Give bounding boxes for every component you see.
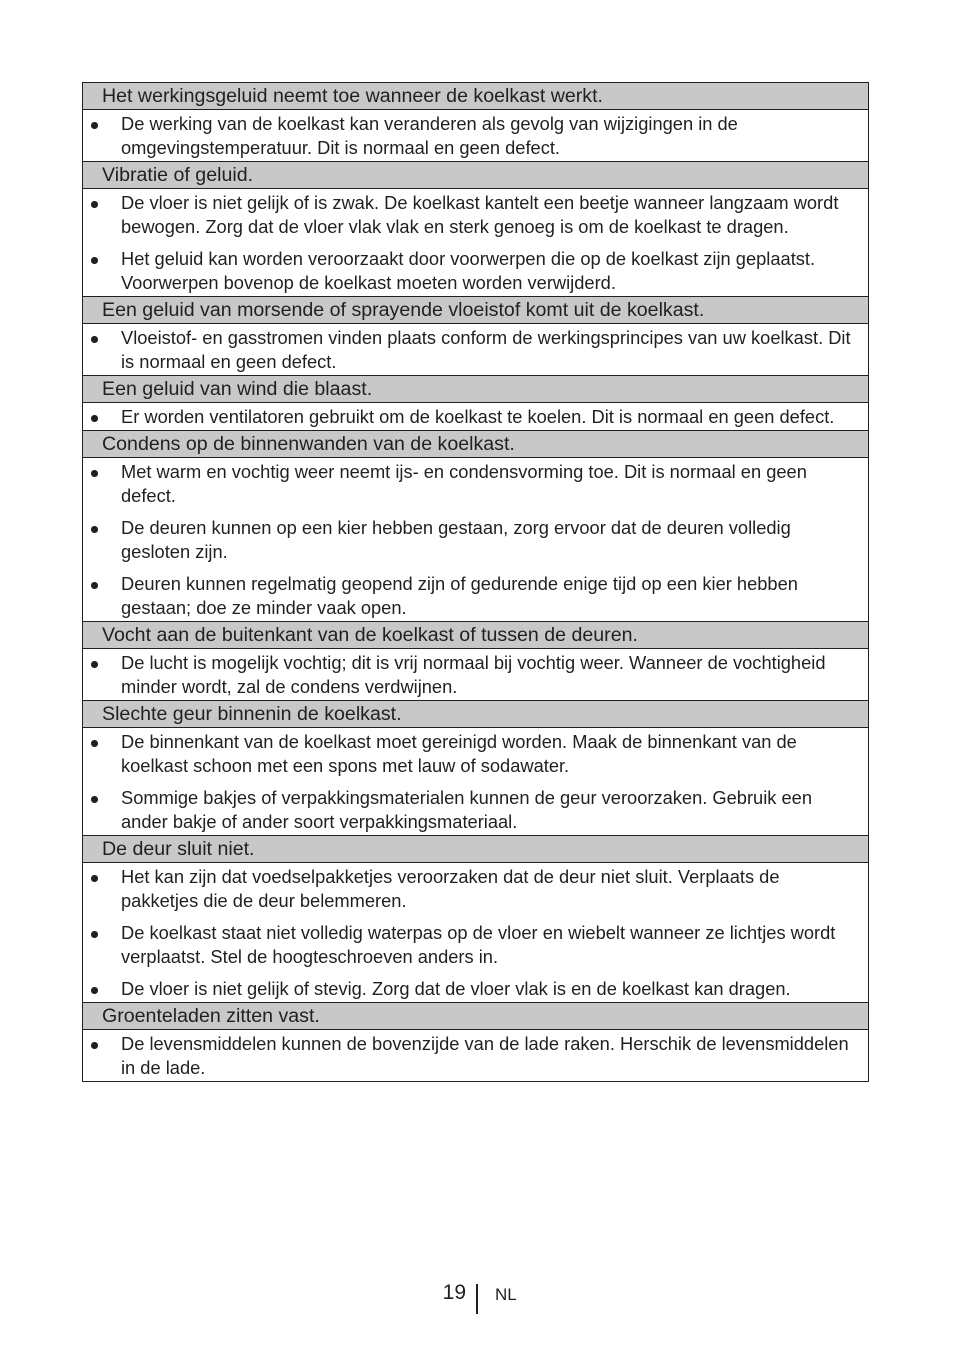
list-item	[121, 921, 863, 969]
bullet-icon	[91, 661, 98, 668]
section-body	[83, 458, 868, 622]
item-text-line: Er worden ventilatoren gebruikt om de koelkast te koelen. Dit is normaal en geen defect.	[121, 406, 835, 427]
section-heading: Groenteladen zitten vast.	[83, 1003, 868, 1030]
list-item	[121, 460, 863, 508]
section-heading: Een geluid van wind die blaast.	[83, 376, 868, 403]
section-heading: De deur sluit niet.	[83, 836, 868, 863]
section-heading: Condens op de binnenwanden van de koelkast.	[83, 431, 868, 458]
table-section	[83, 622, 868, 701]
item-text-line: omgevingstemperatuur. Dit is normaal en geen defect.	[121, 137, 560, 158]
bullet-icon	[91, 740, 98, 747]
list-item	[121, 326, 863, 374]
page-number: 19	[442, 1281, 466, 1304]
item-text-line: De werking van de koelkast kan veranderen als gevolg van wijzigingen in de	[121, 113, 738, 134]
item-text-line: minder wordt, zal de condens verdwijnen.	[121, 676, 458, 697]
bullet-icon	[91, 415, 98, 422]
language-code: NL	[495, 1285, 517, 1304]
list-item	[121, 730, 863, 778]
section-body	[83, 403, 868, 431]
item-text-line: pakketjes die de deur belemmeren.	[121, 890, 407, 911]
bullet-icon	[91, 201, 98, 208]
table-section	[83, 162, 868, 297]
item-text-line: Vloeistof- en gasstromen vinden plaats conform de werkingsprincipes van uw koelkast. Dit	[121, 327, 851, 348]
table-section	[83, 701, 868, 836]
list-item	[121, 405, 863, 429]
bullet-icon	[91, 336, 98, 343]
item-text-line: De levensmiddelen kunnen de bovenzijde van de lade raken. Herschik de levensmiddelen	[121, 1033, 849, 1054]
item-text-line: verplaatst. Stel de hoogteschroeven anders in.	[121, 946, 499, 967]
item-text-line: ander bakje of ander soort verpakkingsmateriaal.	[121, 811, 518, 832]
section-body	[83, 324, 868, 376]
bullet-icon	[91, 526, 98, 533]
table-section	[83, 83, 868, 162]
section-heading: Vocht aan de buitenkant van de koelkast of tussen de deuren.	[83, 622, 868, 649]
item-text-line: is normaal en geen defect.	[121, 351, 337, 372]
list-item	[121, 977, 863, 1001]
bullet-icon	[91, 931, 98, 938]
list-item	[121, 191, 863, 239]
section-heading: Het werkingsgeluid neemt toe wanneer de koelkast werkt.	[83, 83, 868, 110]
table-section	[83, 297, 868, 376]
item-text-line: Met warm en vochtig weer neemt ijs- en condensvorming toe. Dit is normaal en geen	[121, 461, 807, 482]
bullet-icon	[91, 1042, 98, 1049]
list-item	[121, 865, 863, 913]
bullet-icon	[91, 582, 98, 589]
table-section	[83, 1003, 868, 1082]
item-text-line: gestaan; doe ze minder vaak open.	[121, 597, 407, 618]
item-text-line: defect.	[121, 485, 176, 506]
item-text-line: gesloten zijn.	[121, 541, 228, 562]
footer-divider	[476, 1284, 478, 1314]
list-item	[121, 516, 863, 564]
table-section	[83, 431, 868, 622]
list-item	[121, 651, 863, 699]
item-text-line: De binnenkant van de koelkast moet gereinigd worden. Maak de binnenkant van de	[121, 731, 797, 752]
item-text-line: in de lade.	[121, 1057, 206, 1078]
item-text-line: De vloer is niet gelijk of is zwak. De koelkast kantelt een beetje wanneer langzaam wordt	[121, 192, 839, 213]
item-text-line: Deuren kunnen regelmatig geopend zijn of gedurende enige tijd op een kier hebben	[121, 573, 798, 594]
list-item	[121, 1032, 863, 1080]
item-text-line: De lucht is mogelijk vochtig; dit is vrij normaal bij vochtig weer. Wanneer de vochtigheid	[121, 652, 826, 673]
item-text-line: Het kan zijn dat voedselpakketjes veroorzaken dat de deur niet sluit. Verplaats de	[121, 866, 780, 887]
item-text-line: De deuren kunnen op een kier hebben gestaan, zorg ervoor dat de deuren volledig	[121, 517, 791, 538]
item-text-line: koelkast schoon met een spons met lauw of sodawater.	[121, 755, 570, 776]
troubleshooting-table	[82, 82, 869, 1082]
list-item	[121, 247, 863, 295]
item-text-line: De koelkast staat niet volledig waterpas op de vloer en wiebelt wanneer ze lichtjes wordt	[121, 922, 836, 943]
bullet-icon	[91, 122, 98, 129]
section-heading: Slechte geur binnenin de koelkast.	[83, 701, 868, 728]
item-text-line: De vloer is niet gelijk of stevig. Zorg dat de vloer vlak is en de koelkast kan dragen.	[121, 978, 791, 999]
section-body	[83, 649, 868, 701]
list-item	[121, 112, 863, 160]
table-section	[83, 376, 868, 431]
section-body	[83, 110, 868, 162]
section-body	[83, 863, 868, 1003]
table-section	[83, 836, 868, 1003]
item-text-line: Sommige bakjes of verpakkingsmaterialen kunnen de geur veroorzaken. Gebruik een	[121, 787, 813, 808]
section-body	[83, 189, 868, 297]
bullet-icon	[91, 875, 98, 882]
item-text-line: bewogen. Zorg dat de vloer vlak vlak en sterk genoeg is om de koelkast te dragen.	[121, 216, 789, 237]
item-text-line: Het geluid kan worden veroorzaakt door voorwerpen die op de koelkast zijn geplaatst.	[121, 248, 816, 269]
section-heading: Een geluid van morsende of sprayende vloeistof komt uit de koelkast.	[83, 297, 868, 324]
bullet-icon	[91, 987, 98, 994]
section-heading: Vibratie of geluid.	[83, 162, 868, 189]
section-body	[83, 728, 868, 836]
bullet-icon	[91, 257, 98, 264]
item-text-line: Voorwerpen bovenop de koelkast moeten worden verwijderd.	[121, 272, 616, 293]
list-item	[121, 572, 863, 620]
bullet-icon	[91, 796, 98, 803]
bullet-icon	[91, 470, 98, 477]
section-body	[83, 1030, 868, 1082]
list-item	[121, 786, 863, 834]
